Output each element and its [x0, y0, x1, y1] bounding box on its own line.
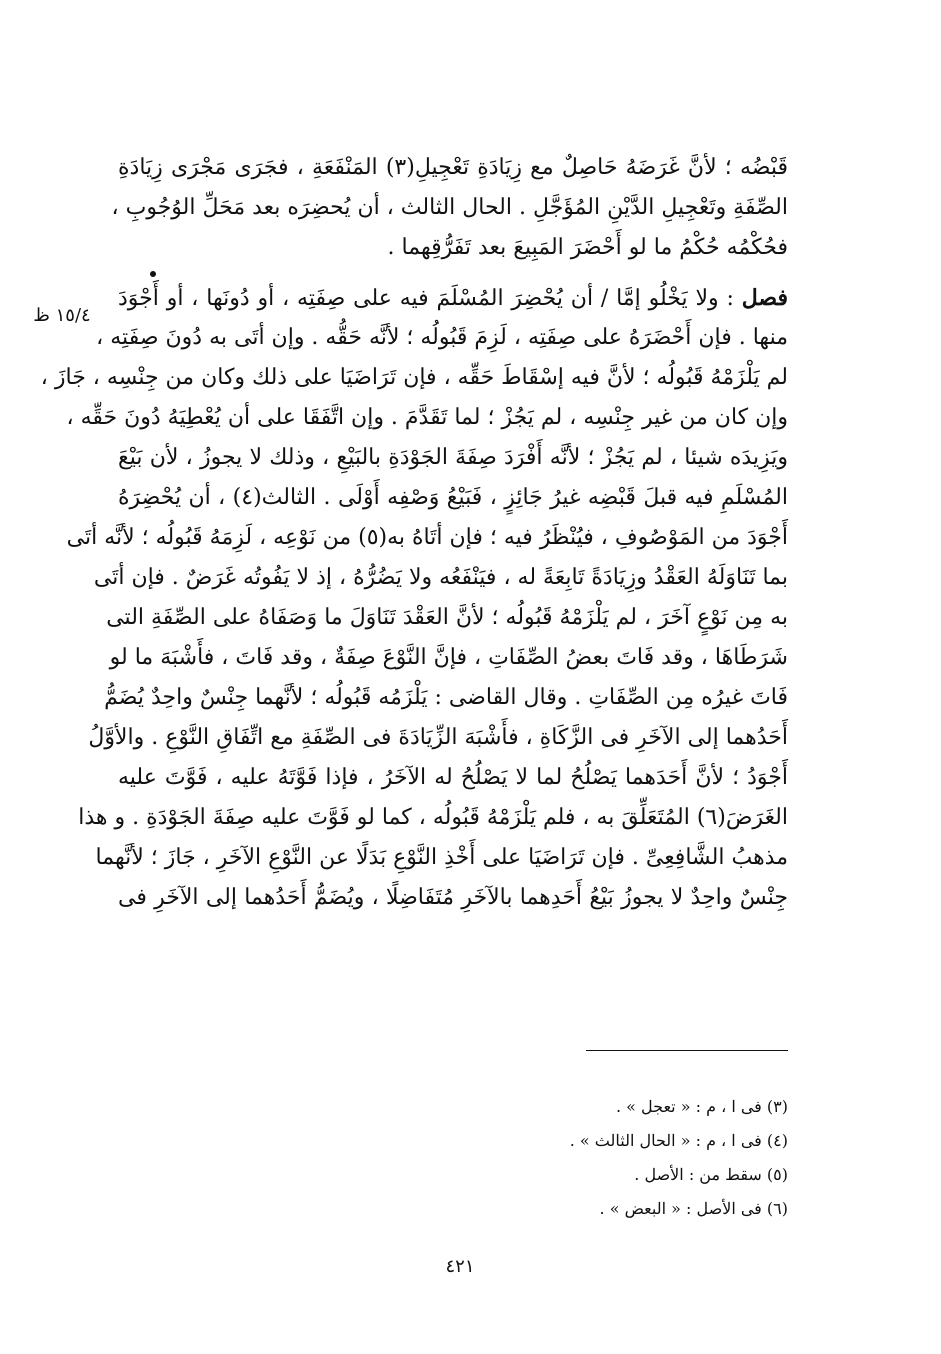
margin-folio-note: ١٥/٤ ظ — [33, 305, 91, 326]
text-line: وإن كان من غير جِنْسِه ، لم يَجُزْ ؛ لما تَقَدَّمَ . وإن اتَّفَقَا على أن يُعْطِيَهُ دُونَ حَقِّه ، — [66, 405, 788, 430]
text-line: أَجْوَدُ ؛ لأنَّ أَحَدَهما يَصْلُحُ لما لا يَصْلُحُ له الآخَرُ ، فإذا فَوَّتَهُ عليه ، فَوَّتَ عليه — [118, 765, 788, 790]
text-line: منها . فإن أَحْضَرَهُ على صِفَتِه ، لَزِمَ قَبُولُه ؛ لأنَّه حَقُّه . وإن أتَى به دُونَ صِفَتِه ، — [96, 325, 788, 350]
page-number: ٤٢١ — [445, 1256, 475, 1277]
text-line: أَحَدُهما إلى الآخَرِ فى الزَّكَاةِ ، فأَشْبَهَ الزِّيَادَةَ فى الصِّفَةِ مع اتِّفَاقِ النَّوْعِ . والأوَّلُ — [88, 725, 788, 750]
section-heading-line: فصل : ولا يَخْلُو إمَّا / أن يُحْضِرَ المُسْلَمَ فيه على صِفَتِه ، أو دُونَها ، أو أَجْوَدَ — [118, 285, 788, 311]
footnote-separator — [586, 1050, 788, 1051]
text-line: لم يَلْزَمْهُ قَبُولُه ؛ لأنَّ فيه إسْقَاطَ حَقِّه ، فإن تَرَاضَيَا على ذلك وكان من جِنْسِه ، جَازَ ، — [40, 365, 788, 390]
text-line: قَبْضُه ؛ لأنَّ غَرَضَهُ حَاصِلٌ مع زِيَادَةِ تَعْجِيلِ(٣) المَنْفَعَةِ ، فجَرَى مَجْرَى زِيَادَةِ — [118, 155, 788, 180]
text-line: فحُكْمُه حُكْمُ ما لو أَحْضَرَ المَبِيعَ بعد تَفَرُّقِهما . — [387, 235, 788, 260]
text-line: به مِن نَوْعٍ آخَرَ ، لم يَلْزَمْهُ قَبُولُه ؛ لأنَّ العَقْدَ تَنَاوَلَ ما وَصَفَاهُ على الصِّفَةِ التى — [106, 605, 788, 630]
text-line: أَجْوَدَ من المَوْصُوفِ ، فيُنْظَرُ فيه ؛ فإن أتَاهُ به(٥) من نَوْعِه ، لَزِمَهُ قَبُولُه ؛ لأنَّه أتَى — [66, 525, 788, 550]
footnote: (٥) سقط من : الأصل . — [634, 1165, 788, 1184]
text-line: شَرَطَاهَا ، وقد فَاتَ بعضُ الصِّفَاتِ ، فإنَّ النَّوْعَ صِفَةٌ ، وقد فَاتَ ، فأَشْبَهَ ما لو — [109, 645, 788, 670]
footnote: (٤) فى ا ، م : « الحال الثالث » . — [569, 1131, 788, 1150]
text-line: فَاتَ غيرُه مِن الصِّفَاتِ . وقال القاضى : يَلْزَمُه قَبُولُه ؛ لأنَّهما جِنْسٌ واحِدٌ يُضَمُّ — [104, 685, 788, 710]
footnote: (٦) فى الأصل : « البعض » . — [599, 1199, 788, 1218]
paragraph-bullet — [150, 271, 156, 277]
text-line: بما تَنَاوَلَهُ العَقْدُ وزِيَادَةً تَابِعَةً له ، فيَنْفَعُه ولا يَضُرُّهُ ، إذ لا يَفُوتُه غَرَضٌ . فإن أتَى — [93, 565, 788, 590]
text-line: جِنْسٌ واحِدٌ لا يجوزُ بَيْعُ أَحَدِهما بالآخَرِ مُتَفَاضِلًا ، ويُضَمُّ أَحَدُهما إلى الآخَرِ فى — [118, 885, 788, 910]
text-line: المُسْلَمِ فيه قبلَ قَبْضِه غيرُ جَائِزٍ ، فَبَيْعُ وَصْفِه أَوْلَى . الثالث(٤) ، أن يُحْضِرَهُ — [118, 485, 788, 510]
text-line: ويَزِيدَه شيئا ، لم يَجُزْ ؛ لأنَّه أَفْرَدَ صِفَةَ الجَوْدَةِ بالبَيْعِ ، وذلك لا يجوزُ ، لأن بَيْعَ — [118, 445, 788, 470]
text-line: مذهبُ الشَّافِعِىِّ . فإن تَرَاضَيَا على أَخْذِ النَّوْعِ بَدَلًا عن النَّوْعِ الآخَرِ ، جَازَ ؛ لأنَّهما — [95, 845, 788, 870]
footnotes — [388, 1090, 788, 1226]
footnote: (٣) فى ا ، م : « تعجل » . — [615, 1097, 788, 1116]
text-line: الصِّفَةِ وتَعْجِيلِ الدَّيْنِ المُؤَجَّلِ . الحال الثالث ، أن يُحضِرَه بعد مَحَلِّ الوُجُوبِ ، — [111, 195, 788, 220]
section-heading: فصل — [741, 285, 788, 311]
text-line: الغَرَضَ(٦) المُتَعَلِّقَ به ، فلم يَلْزَمْهُ قَبُولُه ، كما لو فَوَّتَ عليه صِفَةَ الجَوْدَةِ . و هذا — [78, 805, 788, 830]
